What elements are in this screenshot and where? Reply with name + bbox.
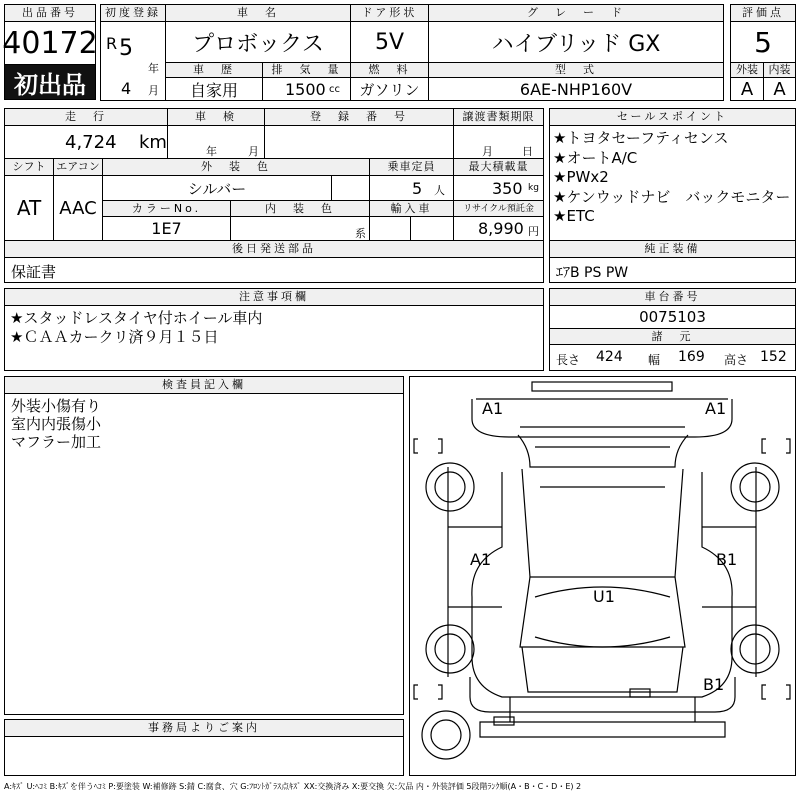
registration-month-unit: 月 <box>148 84 159 97</box>
length-value: 424 <box>596 349 623 365</box>
import-value-2 <box>410 216 454 241</box>
first-listing-badge: 初出品 <box>4 64 96 100</box>
score-int-label: 内装 <box>763 62 796 78</box>
standard-eq-label: 純正装備 <box>549 240 796 258</box>
damage-rear-right: B1 <box>703 675 725 694</box>
damage-front-left: A1 <box>482 399 504 418</box>
grade-value: ハイブリッド GX <box>428 21 724 63</box>
damage-legend: A:ｷｽﾞ U:ﾍｺﾐ B:ｷｽﾞを伴うﾍｺﾐ P:要塗装 W:補修跡 S:錆 C:腐食、穴 G:ﾌﾛﾝﾄｶﾞﾗｽ点ｷｽﾞ XX:交換済み X:要交換 欠:欠品 内・外装評価 5段階ﾗﾝｸ順(A・B・C・D・E) 2 <box>4 782 582 791</box>
recycle-value: 8,990 <box>478 219 524 238</box>
capacity-cell <box>369 175 454 201</box>
capacity-label: 乗車定員 <box>369 158 454 176</box>
registration-era: R <box>106 34 118 53</box>
capacity-unit: 人 <box>434 184 445 197</box>
sales-point-item: ★オートA/C <box>553 148 638 167</box>
dims-label: 諸 元 <box>549 328 796 345</box>
inspector-line: 室内内張傷小 <box>11 415 102 433</box>
height-value: 152 <box>760 349 787 365</box>
fuel-value: ガソリン <box>350 77 429 101</box>
load-cell <box>453 175 544 201</box>
color-value: シルバー <box>102 175 332 201</box>
car-outline-drawing <box>410 377 795 775</box>
color-blank <box>331 175 370 201</box>
recycle-label: リサイクル預託金 <box>453 200 544 217</box>
ac-value: AAC <box>53 175 103 241</box>
registration-label: 初度登録 <box>100 4 166 22</box>
history-value: 自家用 <box>165 77 263 101</box>
note-line: ★スタッドレスタイヤ付ホイール車内 <box>10 309 263 327</box>
car-diagram <box>409 376 796 776</box>
shift-value: AT <box>4 175 54 241</box>
lot-number: 40172 <box>4 21 96 65</box>
mileage-cell <box>4 125 168 159</box>
model-code-value: 6AE-NHP160V <box>428 77 724 101</box>
registration-month: 4 <box>121 79 132 98</box>
mileage-unit: km <box>139 132 167 153</box>
office-label: 事務局よりご案内 <box>4 719 404 737</box>
car-name-label: 車 名 <box>165 4 351 22</box>
fuel-label: 燃 料 <box>350 62 429 78</box>
sales-point-item: ★ETC <box>553 207 595 225</box>
reg-no-label: 登 録 番 号 <box>264 108 454 126</box>
displacement-unit: cc <box>329 84 340 95</box>
car-name-value: プロボックス <box>165 21 351 63</box>
load-value: 350 <box>492 179 523 198</box>
history-label: 車 歴 <box>165 62 263 78</box>
damage-front-right: A1 <box>705 399 727 418</box>
interior-color-label: 内 装 色 <box>230 200 370 217</box>
recycle-unit: 円 <box>528 225 539 238</box>
height-label: 高さ <box>724 353 749 367</box>
door-value: 5V <box>350 21 429 63</box>
sales-point-item: ★トヨタセーフティセンス <box>553 129 729 147</box>
score-int-value: A <box>763 77 796 101</box>
damage-roof: U1 <box>593 587 615 606</box>
transfer-day-unit: 日 <box>522 145 533 158</box>
color-code-label: カラーNo. <box>102 200 231 217</box>
color-label: 外 装 色 <box>102 158 370 176</box>
grade-label: グ レ ー ド <box>428 4 724 22</box>
notes-body <box>4 305 544 371</box>
interior-color-suffix: 系 <box>355 227 366 240</box>
registration-year: 5 <box>119 36 133 61</box>
inspection-label: 車 検 <box>167 108 265 126</box>
standard-eq-value: ｴｱB PS PW <box>549 257 796 283</box>
load-unit: kg <box>528 183 539 193</box>
length-label: 長さ <box>556 353 581 367</box>
damage-right-side: B1 <box>716 550 738 569</box>
office-body <box>4 736 404 776</box>
score-ext-value: A <box>730 77 764 101</box>
inspector-notes <box>4 393 404 715</box>
capacity-value: 5 <box>412 179 423 198</box>
color-code-value: 1E7 <box>102 216 231 241</box>
score-value: 5 <box>730 21 796 63</box>
sales-points-list <box>549 125 796 241</box>
model-code-label: 型 式 <box>428 62 724 78</box>
inspection-month-unit: 月 <box>248 145 259 158</box>
transfer-month-unit: 月 <box>482 145 493 158</box>
interior-color-cell <box>230 216 370 241</box>
inspection-year-unit: 年 <box>206 145 217 158</box>
mileage-value: 4,724 <box>65 132 117 153</box>
sales-point-item: ★PWx2 <box>553 168 609 186</box>
damage-left-side: A1 <box>470 550 492 569</box>
registration-value <box>100 21 166 101</box>
sales-points-label: セールスポイント <box>549 108 796 126</box>
later-parts-value: 保証書 <box>4 257 544 283</box>
sales-point-item: ★ケンウッドナビ バックモニター <box>553 187 791 206</box>
door-label: ドア形状 <box>350 4 429 22</box>
later-parts-label: 後日発送部品 <box>4 240 544 258</box>
transfer-cell <box>453 125 544 159</box>
load-label: 最大積載量 <box>453 158 544 176</box>
inspector-line: 外装小傷有り <box>11 397 102 415</box>
lot-label: 出品番号 <box>4 4 96 22</box>
displacement-value: 1500 <box>285 80 326 99</box>
chassis-value: 0075103 <box>549 305 796 329</box>
notes-label: 注意事項欄 <box>4 288 544 306</box>
width-label: 幅 <box>648 353 661 367</box>
displacement-cell <box>262 77 351 101</box>
reg-no-value <box>264 125 454 159</box>
recycle-cell <box>453 216 544 241</box>
shift-label: シフト <box>4 158 54 176</box>
note-line: ★ＣＡＡカークリ済９月１５日 <box>10 328 219 346</box>
displacement-label: 排 気 量 <box>262 62 351 78</box>
mileage-label: 走 行 <box>4 108 168 126</box>
chassis-label: 車台番号 <box>549 288 796 306</box>
ac-label: エアコン <box>53 158 103 176</box>
inspector-label: 検査員記入欄 <box>4 376 404 394</box>
transfer-label: 譲渡書類期限 <box>453 108 544 126</box>
score-label: 評価点 <box>730 4 796 22</box>
dims-values <box>549 344 796 371</box>
registration-year-unit: 年 <box>148 62 159 75</box>
import-value <box>369 216 411 241</box>
import-label: 輸入車 <box>369 200 454 217</box>
width-value: 169 <box>678 349 705 365</box>
inspector-line: マフラー加工 <box>11 433 102 451</box>
inspection-cell <box>167 125 265 159</box>
score-ext-label: 外装 <box>730 62 764 78</box>
